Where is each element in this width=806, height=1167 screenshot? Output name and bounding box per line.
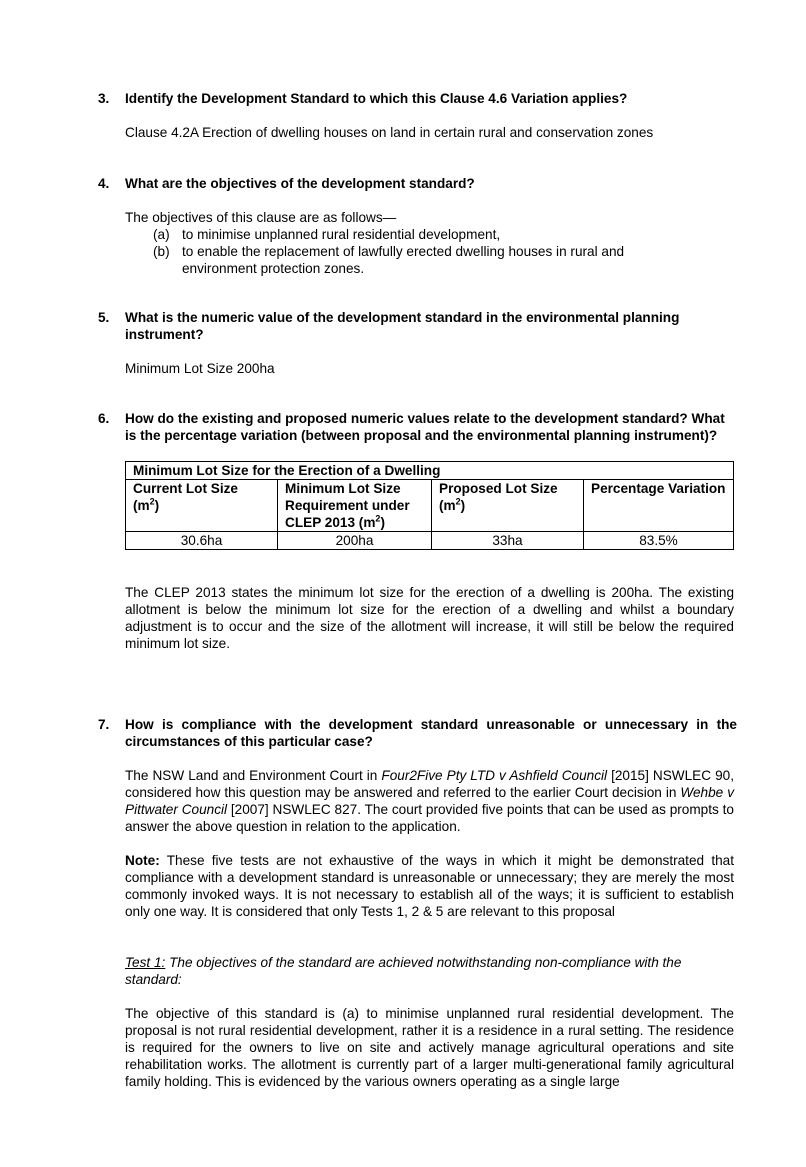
list-item [153,226,683,243]
cell-proposed-lot-size: 33ha [432,532,584,550]
unit-text: (m [133,498,150,513]
section-number: 4. [98,176,110,191]
section-question: Identify the Development Standard to which this Clause 4.6 Variation applies? [125,91,628,106]
list-item-text: to minimise unplanned rural residential development, [182,227,501,242]
section-question: How do the existing and proposed numeric values relate to the development standard? What is the percentage variation (between proposal and the environmental planning instrument)? [125,411,725,443]
section-question: What is the numeric value of the development standard in the environmental planning instrument? [125,310,680,342]
text-run: The NSW Land and Environment Court in [125,768,382,783]
section-4 [98,175,738,277]
test-1-heading [125,954,734,988]
section-5 [98,309,738,377]
header-text: Minimum Lot Size Requirement under CLEP 2013 (m [285,481,410,530]
note-text: These five tests are not exhaustive of the ways in which it might be demonstrated that compliance with a development standard is unreasonable or unnecessary; they are merely the most commonly invoked ways. It is not necessary to establish all of the ways; it is sufficient to establish only one way. It is considered that only Tests 1, 2 & 5 are relevant to this proposal [125,853,734,919]
table-title: Minimum Lot Size for the Erection of a Dwelling [126,462,734,480]
unit-superscript: 2 [149,496,155,507]
table-row [126,532,734,550]
unit-superscript: 2 [375,513,381,524]
court-paragraph [125,767,734,835]
header-text: Proposed Lot Size [439,481,558,496]
text-run: [2007] NSWLEC 827. The court provided five points that can be used as prompts to answer the above question in relation to the application. [125,802,734,834]
unit-close: ) [154,498,160,513]
cell-minimum-lot-size: 200ha [278,532,432,550]
section-answer: Clause 4.2A Erection of dwelling houses on land in certain rural and conservation zones [125,125,654,140]
section-question: How is compliance with the development standard unreasonable or unnecessary in the circumstances of this particular case? [125,717,737,749]
objectives-intro: The objectives of this clause are as follows— [125,210,397,225]
section-number: 5. [98,310,110,325]
test-text: The objectives of the standard are achieved notwithstanding non-compliance with the standard: [125,955,682,987]
lot-size-paragraph: The CLEP 2013 states the minimum lot size for the erection of a dwelling is 200ha. The existing allotment is below the minimum lot size for the erection of a dwelling and whilst a boundary adjustment is to occur and the size of the allotment will increase, it will still be below the required minimum lot size. [125,585,734,651]
unit-close: ) [460,498,466,513]
list-item-text: to enable the replacement of lawfully erected dwelling houses in rural and environment protection zones. [182,244,625,276]
table-header-row [126,480,734,532]
section-7 [98,716,738,1090]
text-run: [2015] NSWLEC 90, considered how this question may be answered and referred to the earlier Court decision in [125,768,734,800]
section-3 [98,90,738,141]
case-name: Four2Five Pty LTD v Ashfield Council [381,768,608,783]
table-title-row [126,462,734,480]
list-item-label: (a) [153,227,170,242]
objectives-list [153,226,683,277]
header-minimum-lot-size [278,480,432,532]
list-item-label: (b) [153,244,170,259]
section-6 [98,410,738,652]
header-proposed-lot-size [432,480,584,532]
note-paragraph [125,852,734,920]
list-item [153,243,683,277]
section-number: 3. [98,91,110,106]
section-question: What are the objectives of the development standard? [125,176,475,191]
lot-size-table-wrapper [125,461,738,550]
test-label: Test 1: [125,955,166,970]
section-answer: Minimum Lot Size 200ha [125,361,275,376]
section-number: 7. [98,717,110,732]
header-percentage-variation [584,480,734,532]
unit-close: ) [380,515,385,530]
objective-paragraph: The objective of this standard is (a) to minimise unplanned rural residential development. The proposal is not rural residential development, rather it is a residence in a rural setting. The residence is required for the owners to live on site and actively manage agricultural operations and site rehabilitation works. The allotment is currently part of a larger multi-generational family agricultural family holding. This is evidenced by the various owners operating as a single large [125,1006,734,1089]
header-text: Current Lot Size [133,481,238,496]
note-label: Note: [125,853,160,868]
cell-current-lot-size: 30.6ha [126,532,278,550]
cell-percentage-variation: 83.5% [584,532,734,550]
header-current-lot-size [126,480,278,532]
case-name: Wehbe v Pittwater Council [125,785,734,817]
unit-superscript: 2 [455,496,461,507]
unit-text: (m [439,498,456,513]
header-text: Percentage Variation [591,481,726,496]
lot-size-table [125,461,734,550]
section-number: 6. [98,411,110,426]
